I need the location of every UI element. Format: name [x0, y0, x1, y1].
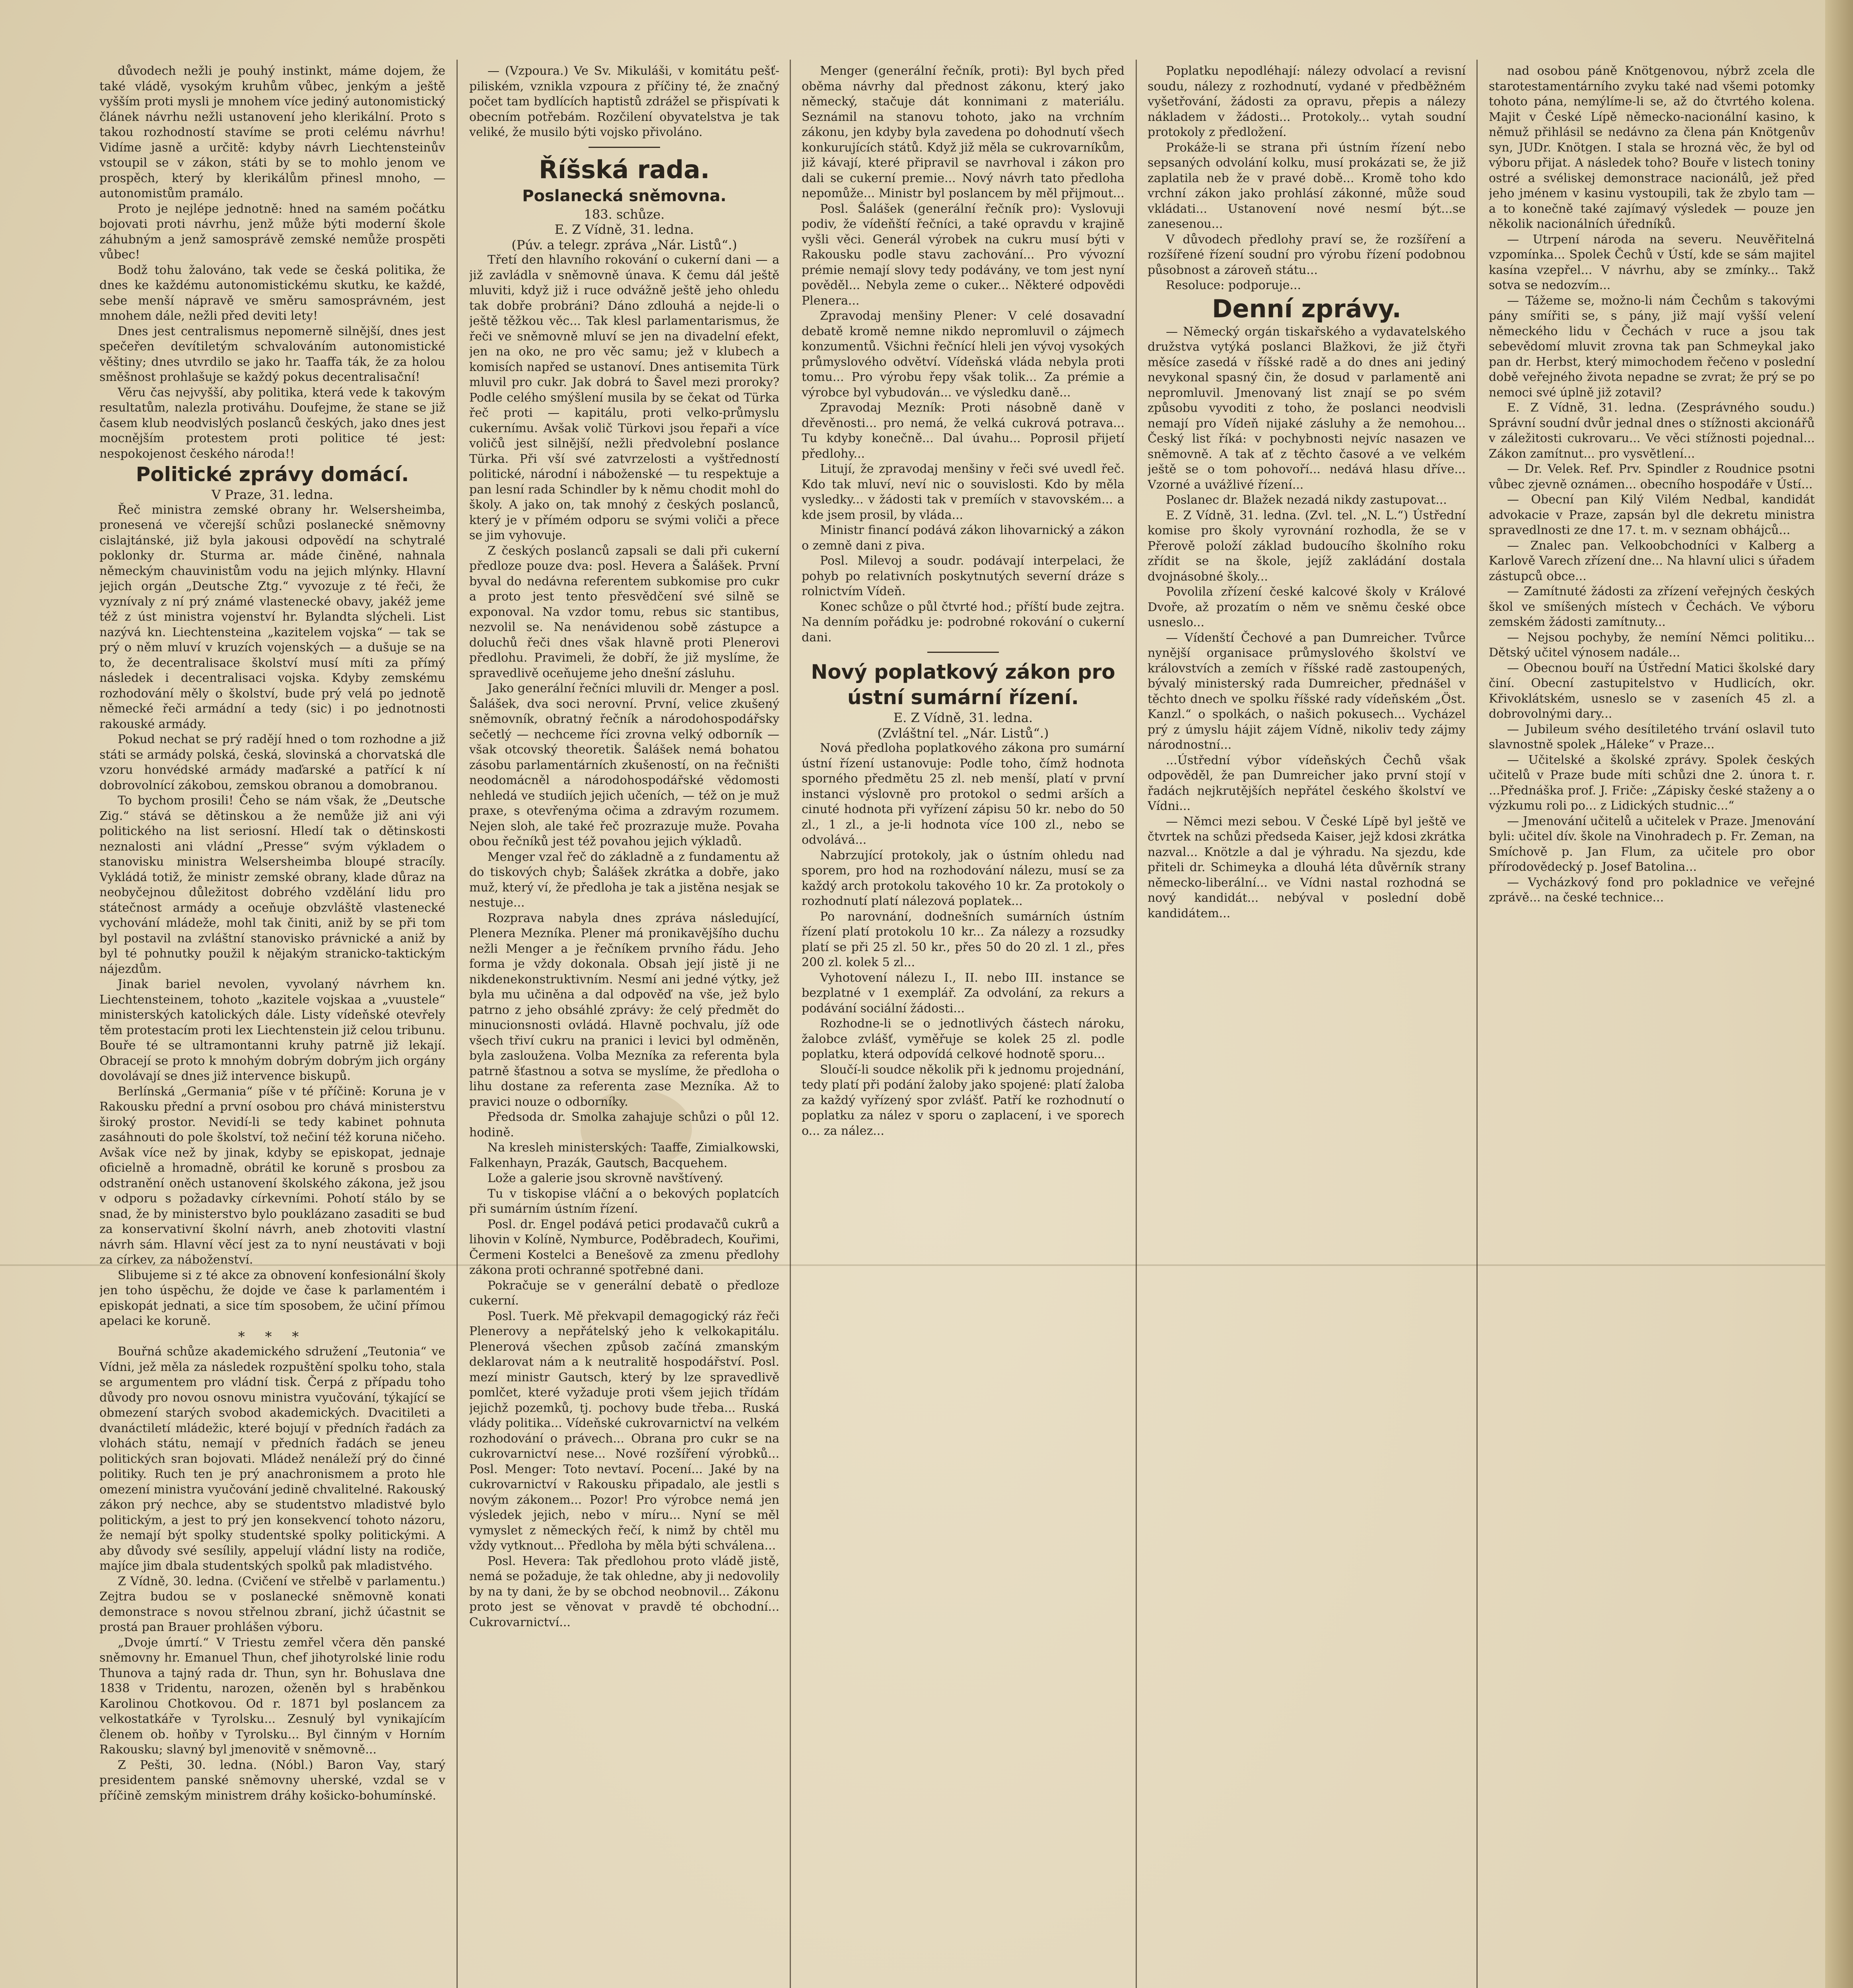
- article-paragraph: Bodž tohu žalováno, tak vede se česká politika, že dnes ke každému autonomistickému skutku, ke každé, sebe menší nápravě ve směru samosprávném, jest mnohem dále, nežli před deviti lety!: [99, 263, 445, 323]
- article-column: [1148, 64, 1466, 1988]
- column-rule: [1136, 60, 1137, 1988]
- article-paragraph: Slibujeme si z té akce za obnovení konfesionální školy jen toho úspěchu, že dojde ve čase k parlamentém i episkopát jednati, a sice tím sposobem, že učiní přímou apelaci ke koruně.: [99, 1268, 445, 1328]
- section-heading: Nový poplatkový zákon pro ústní sumární řízení.: [811, 660, 1115, 709]
- article-paragraph: Ministr financí podává zákon lihovarnický a zákon o zemně dani z piva.: [802, 523, 1125, 553]
- article-paragraph: — Utrpení národa na severu. Neuvěřitelná vzpomínka... Spolek Čechů v Ústí, kde se sám majitel kasína vzepřel... V návrhu, aby se zmínky... Takž sotva se nedozvím...: [1489, 232, 1815, 292]
- dateline: E. Z Vídně, 31. ledna.: [893, 710, 1033, 725]
- article-paragraph: — Obecnou bouří na Ústřední Matici školské dary činí. Obecní zastupitelstvo v Hudlicích, okr. Křivoklátském, usneslo se v zaseních 45 zl. a dobrovolnými dary...: [1489, 661, 1815, 721]
- section-divider: [589, 147, 660, 148]
- article-paragraph: Třetí den hlavního rokování o cukerní dani — a již zavládla v sněmovně únava. K čemu dál ještě mluviti, když již i ruce odvážně ještě jeho ohledu tak dobře probráni? Dáno zdlouhá a nejde-li o ještě těžkou věc... Tak klesl parlamentarismus, že řeči ve sněmovně mluví se jen na divadelní efekt, jen na oko, ne pro věc samu; jež v klubech a komisích napřed se ustanoví. Dnes antisemita Türk mluvil pro cukr. Jak dobrá to Šavel mezi proroky? Podle celého smýšlení musila by se čekat od Türka řeč proti — kapitálu, proti velko-průmyslu cukernímu. Avšak volič Türkovi jsou řepaři a více voličů jest silnější, nežli předvolební poslance Türka. Při vší své zatvrzelosti a vyštředností politické, národní i náboženské — tu respektuje a pan lesní rada Schindler by k němu chodit mohl do školy. A jako on, tak mnohý z českých poslanců, který je v přímém odporu se svými voliči a přece se jim vyhovuje.: [469, 253, 779, 542]
- article-paragraph: Jinak bariel nevolen, vyvolaný návrhem kn. Liechtensteinem, tohoto „kazitele vojskaa a „vuustele“ ministerských katolických dále. Listy vídeňské otevřely těm protestacím proti lex Liechtenstein již celou tribunu. Bouře té se ultramontanni kruhy patrně již lekají. Obracejí se proto k mnohým dobrým dobrým jich orgány dovolávají se dnes již intervence biskupů.: [99, 977, 445, 1083]
- article-paragraph: Z českých poslanců zapsali se dali při cukerní předloze pouze dva: posl. Hevera a Šalášek. První byval do nedávna referentem subkomise pro cukr a proto jest tento přesvědčení své silně se exponoval. Na vzdor tomu, rebus sic stantibus, nezvolil se. Na nenávidenou sobě zástupce a doluchů řeči dnes však hlavně proti Plenerovi předlohu. Pravimeli, že dobří, že již myslíme, že spravedlivě oceňujeme jeho dnešní zásluhu.: [469, 544, 779, 680]
- dateline: E. Z Vídně, 31. ledna.: [554, 222, 694, 237]
- asterisk-separator: * * *: [238, 1328, 307, 1345]
- dateline: (Zvláštní tel. „Nár. Listů“.): [877, 725, 1049, 741]
- article-paragraph: To bychom prosili! Čeho se nám však, že „Deutsche Zig.“ stává se dětinskou a že nemůže již ani výi politického na list seriosní. Hledí tak o dětinskosti neznalosti ani vládní „Presse“ svým výkladem o stanovisku ministra Welsersheimba bloupé stracíly. Vykládá totiž, že ministr zemské obrany, klade důraz na neobyčejnou důležitost dobrého vzdělání lidu pro státečnost armády a oceňuje obzvláště vlastenecké vychování mládeže, mohl tak činiti, aniž by se při tom byl postavil na zvláštní stanovisko právnické a aniž by byl té pohnutky použil k nějakým stranicko-taktickým nájezdům.: [99, 794, 445, 976]
- article-paragraph: Posl. dr. Engel podává petici prodavačů cukrů a lihovin v Kolíně, Nymburce, Poděbradech, Kouřimi, Čermeni Kostelci a Benešově za zmenu předlohy zákona proti ochranné spotřebné dani.: [469, 1217, 779, 1277]
- article-paragraph: Rozhodne-li se o jednotlivých částech nároku, žalobce zvlášť, vyměřuje se kolek 25 zl. podle poplatku, která odpovídá celkové hodnotě sporu...: [802, 1017, 1125, 1061]
- dateline: V Praze, 31. ledna.: [212, 487, 333, 502]
- article-paragraph: Menger (generální řečník, proti): Byl bych před oběma návrhy dal přednost zákonu, který jako německý, stačuje dát konnimani z materiálu. Seznámil na stanovu tohoto, jako na vrchním zákonu, jen kdyby byla zavedena po dohodnutí všech konkurujících států. Když již měla se cukrovarníkům, již kávají, které připravil se navrhoval i zákon pro dali se cukerní premie... Nový návrh tato předloha nepomůže... Ministr byl poslancem by měl přijmout...: [802, 64, 1125, 200]
- article-paragraph: Z Vídně, 30. ledna. (Cvičení ve střelbě v parlamentu.) Zejtra budou se v poslanecké sněmovně konati demonstrace s novou střelnou zbraní, jichž účastnit se prostá pan Brauer prohlášen výboru.: [99, 1574, 445, 1634]
- article-paragraph: Bouřná schůze akademického sdružení „Teutonia“ ve Vídni, jež měla za následek rozpuštění spolku toho, stala se argumentem pro vládní tisk. Čerpá z případu toho důvody pro novou osnovu ministra vyučování, týkající se obmezení starých svobod akademických. Dvacitileti a dvanáctiletí mládežic, které bojují v předních řadách za vlohách státu, nemají v předních řadách se jeneu politických sran bojovati. Mládež nenáleží prý do činné politiky. Ruch ten je prý anachronismem a proto hle omezení ministra vyučování jedině chvalitelné. Rakouský zákon prý nechce, aby se studentstvo mladistvé bylo politickým, a jest to prý jen konsekvencí tohoto názoru, že nemají být spolky studentské spolky politickými. A aby důvody své sesílily, appelují vládní listy na rodiče, majíce jim dbala studentských spolků pak mladistvého.: [99, 1345, 445, 1573]
- section-heading: Poslanecká sněmovna.: [522, 186, 726, 205]
- article-paragraph: Lože a galerie jsou skrovně navštívený.: [488, 1171, 724, 1185]
- article-paragraph: Posl. Šalášek (generální řečník pro): Vyslovuji podiv, že vídeňští řečníci, a také opravdu v krajině vyšli věci. Generál výrobek na cukru musí býti v Rakousku podle stavu zachování... Pro vývozní prémie nemají slovy tedy podávány, ve tom jest nyní pověděl... Nebyla zeme o cuker... Některé odpovědi Plenera...: [802, 202, 1125, 308]
- article-paragraph: Poplatku nepodléhají: nálezy odvolací a revisní soudu, nálezy z rozhodnutí, vydané v předběžném vyšetřování, žádosti za opravu, přepis a nálezy nákladem v žádosti... Protokoly... vytah soudní protokoly z předložení.: [1148, 64, 1466, 139]
- article-paragraph: Prokáže-li se strana při ústním řízení nebo sepsaných odvolání kolku, musí prokázati se, že již zaplatila neb že v pravé době... Kromě toho kdo vrchní zákon jako prohlásí zákonné, může soud vkládati... Ustanovení nové nesmí být...se zanesenou...: [1148, 140, 1466, 231]
- dateline: 183. schůze.: [584, 206, 665, 222]
- article-paragraph: — Jmenování učitelů a učitelek v Praze. Jmenování byli: učitel dív. škole na Vinohradech p. Fr. Zeman, na Smíchově p. Jan Flum, za učitele pro obor přírodovědecký p. Josef Batolina...: [1489, 814, 1815, 874]
- article-paragraph: Litují, že zpravodaj menšiny v řeči své uvedl řeč. Kdo tak mluví, neví nic o souvislosti. Kdo by měla vysledky... v žádosti tak v premíích v stavovském... a kde jsem prosil, by vláda...: [802, 462, 1125, 522]
- article-paragraph: — Zamítnuté žádosti za zřízení veřejných českých škol ve smíšených místech v Čechách. Ve výboru zemském žádosti zamítnuty...: [1489, 584, 1815, 629]
- article-paragraph: — Nejsou pochyby, že nemíní Němci politiku... Dětský učitel výnosem nadále...: [1489, 630, 1815, 660]
- article-paragraph: — Vycházkový fond pro pokladnice ve veřejné zprávě... na české technice...: [1489, 875, 1815, 905]
- article-paragraph: Berlínská „Germania“ píše v té příčině: Koruna je v Rakousku přední a první osobou pro chává ministerstvu široký prostor. Nevidí-li se tedy kabinet pohnuta zasáhnouti do pole školství, tož nečiní též koruna ničeho. Avšak více než by jinak, kdyby se episkopat, jednaje oficielně a hromadně, obrátil ke koruně s prosbou za odstranění oněch ustanovení školského zákona, jež jsou v odporu s požadavky církevními. Pohotí stálo by se snad, že by ministerstvo bylo pouklázano zasaditi se bud za konservativní školní návrh, aneb zhotoviti vlastní návrh sám. Hlavní věcí jest za to nyní neustávati v boji za církev, za náboženství.: [99, 1084, 445, 1267]
- article-column: [99, 64, 445, 1988]
- article-paragraph: — (Vzpoura.) Ve Sv. Mikuláši, v komitátu pešť-piliském, vznikla vzpoura z příčiny té, že značný počet tam bydlících haptistů zdrážel se přispívati k obecním potřebám. Rozčilení obyvatelstva je tak veliké, že musilo býti vojsko přivoláno.: [469, 64, 779, 139]
- article-paragraph: Předsoda dr. Smolka zahajuje schůzi o půl 12. hodině.: [469, 1110, 779, 1140]
- article-paragraph: Věru čas nejvyšší, aby politika, která vede k takovým resultatům, nalezla protiváhu. Doufejme, že stane se již časem klub neodvislých poslanců českých, jako dnes jest mocnějším protestem proti politice té jest: nespokojenost českého národa!!: [99, 385, 445, 461]
- article-paragraph: Menger vzal řeč do základně a z fundamentu až do tiskových chyb; Šalášek zkrátka a dobře, jako muž, který ví, že předloha je tak a jistěna nesjak se nestuje...: [469, 850, 779, 910]
- article-paragraph: nad osobou páně Knötgenovou, nýbrž zcela dle starotestamentárního zvyku také nad všemi potomky tohoto pána, nemýlíme-li se, až do čtvrtého kolena. Majit v České Lípě německo-nacionální kasino, k němuž přihlásil se nedávno za člena pán Knötgenův syn, JUDr. Knötgen. I stala se hrozná věc, že byl od výboru přijat. A následek toho? Bouře v listech toniny ostré a svéliskej demonstrace nacionálů, jež před jeho jménem v kasinu vystoupili, tak že zbylo tam — a to konečně také zajímavý výsledek — pouze jen několik nacionálních úředníků.: [1489, 64, 1815, 231]
- article-paragraph: Pokud nechat se prý radějí hned o tom rozhodne a již státi se armády polská, česká, slovinská a chorvatská dle vzoru honvédské armády maďarské a patřící k ní dobrovolnící zákobou, zemskou obranou a domobranou.: [99, 732, 445, 792]
- article-paragraph: Dnes jest centralismus nepomerně silnější, dnes jest spečeřen devítiletým schvalováním autonomistické věštiny; dnes utvrdilo se jako hr. Taaffa ták, že za holou směšnost prohlašuje se každý pokus decentralisační!: [99, 324, 445, 384]
- article-paragraph: Posl. Milevoj a soudr. podávají interpelaci, že pohyb po relativních poskytnutých severní dráze s rolnictvím Vídeň.: [802, 554, 1125, 598]
- article-paragraph: — Tážeme se, možno-li nám Čechům s takovými pány smířiti se, s pány, již mají vyšší velení německého lidu v Čechách v ruce a jsou tak sebevědomí mluvit zrovna tak pan Schmeykal jako pan dr. Herbst, který mimochodem řečeno v poslední době veřejného života nepadne se zvrat; že prý se po nemoci své úplně již zotavil?: [1489, 293, 1815, 400]
- dateline: (Púv. a telegr. zpráva „Nár. Listů“.): [511, 237, 737, 252]
- article-paragraph: — Vídenští Čechové a pan Dumreicher. Tvůrce nynější organisace průmyslového školství ve královstvích a zemích v říšské radě zastoupených, bývalý ministerský rada Dumreicher, přednášel v těchto dnech ve spolku říšské rady vídeňském „Öst. Kanzl.“ o spolkách, o našich pokusech... Vycházel prý z úmyslu hájit zájem Vídně, nikoliv tedy zájmy národnostní...: [1148, 631, 1466, 752]
- article-paragraph: Tu v tiskopise vláční a o bekových poplatcích při sumárním ústním řízení.: [469, 1186, 779, 1216]
- article-column: [802, 64, 1125, 1988]
- article-paragraph: — Znalec pan. Velkoobchodníci v Kalberg a Karlově Varech zřízení dne... Na hlavní ulici s úřadem zástupců obce...: [1489, 538, 1815, 583]
- article-paragraph: — Obecní pan Kilý Vilém Nedbal, kandidát advokacie v Praze, zapsán byl dle dekretu ministra spravedlnosti ze dne 17. t. m. v seznam obhájců...: [1489, 493, 1815, 537]
- article-paragraph: — Němci mezi sebou. V České Lípě byl ještě ve čtvrtek na schůzi předseda Kaiser, jejž kdosi zkrátka nazval... Knötzle a dal je výhradu. Na sjezdu, kde přiteli dr. Schimeyka a dlouhá léta důvěrník strany německo-liberální... ve Vídni nastal rozhodná se nový kandidát... nebýval v poslední době kandidátem...: [1148, 814, 1466, 920]
- article-paragraph: Na kresleh ministerských: Taaffe, Zimialkowski, Falkenhayn, Prazák, Gautsch, Bacquehem.: [469, 1141, 779, 1170]
- article-paragraph: Povolila zřízení české kalcové školy v Králové Dvoře, až prozatím o něm ve sněmu české obce usneslo...: [1148, 585, 1466, 629]
- column-rule: [1476, 60, 1478, 1988]
- article-paragraph: Řeč ministra zemské obrany hr. Welsersheimba, pronesená ve včerejší schůzi poslanecké sněmovny cislajtánské, již byla jakousi odpovědí na schytralé poklonky dr. Sturma ar. máde činěné, nahnala německým chauvinistům vodu na jejich mlýnky. Hlavní jejich orgán „Deutsche Ztg.“ vyvozuje z té řeči, že vyznívaly z ní prý známé vlastenecké obavy, jakéž jeme též z úst ministra vojenství hr. Bylandta slýcheli. List nazývá kn. Liechtensteina „kazitelem vojska“ — tak se prý o něm mluví v kruzích vojenských — a dušuje se na to, že decentralisace školství musí míti za přímý následek i decentralisaci vojska. Kdyby zemskému rozhodování měly o školství, bude prý velá po jednotě německé řeči armádní a tedy (sic) i po jednotnosti rakouské armády.: [99, 503, 445, 731]
- article-paragraph: V důvodech předlohy praví se, že rozšíření a rozšířené řízení soudní pro výrobu řízení podobnou působnost a zároveň státu...: [1148, 232, 1466, 277]
- article-column: [469, 64, 779, 1988]
- article-paragraph: E. Z Vídně, 31. ledna. (Zvl. tel. „N. L.“) Ústřední komise pro školy vyrovnání rozhodla, že se v Přerově položí základ budoucího školního roku zřídit se na škole, jejíž zakládání dostala dvojnásobné školy...: [1148, 508, 1466, 584]
- page-edge: [1825, 0, 1853, 1988]
- article-column: [1489, 64, 1815, 1988]
- article-paragraph: — Německý orgán tiskařského a vydavatelského družstva vytýká poslanci Blažkovi, že již čtyři měsíce zasedá v říšské radě a do dnes ani jediný nevykonal spasný čin, že dosud v parlamentě ani nepromluvil. Jmenovaný list znají se po svém způsobu vyvoditi z toho, že poslanci neodvisli nemají pro Vídeň nijaké zásluhy a že nemohou... Český list říká: v pochybnosti nejvíc nasazen ve sněmovně. A tak ať z těchto časové a ve velkém ještě se o tom pohovoří... nedává hlasu dříve... Vzorné a uvážlivé řízení...: [1148, 324, 1466, 492]
- article-paragraph: Jako generální řečníci mluvili dr. Menger a posl. Šalášek, dva soci nerovní. První, velice zkušený sněmovník, obratný řečník a národohospodářsky sečetlý — nechceme říci zrovna velký odborník — však otcovský theoretik. Šalášek nemá bohatou zásobu parlamentárních zkušeností, on na řečništi neodomácněl a národohospodářské vědomosti nehledá ve studiích jejich učeních, — též on je muž praxe, s otevřenýma očima a zdravým rozumem. Nejen sloh, ale také řeč prozrazuje muže. Povaha obou řečníků jest též povahou jejich výkladů.: [469, 681, 779, 848]
- article-paragraph: E. Z Vídně, 31. ledna. (Zesprávného soudu.) Správní soudní dvůr jednal dnes o stížnosti akcionářů v záležitosti cukrovaru... Ve věci stížnosti pojednal... Zákon zamítnut... pro vysvětlení...: [1489, 401, 1815, 461]
- article-paragraph: Posl. Tuerk. Mě překvapil demagogický ráz řeči Plenerovy a nepřátelský jeho k velkokapitálu. Plenerová všechen způsob začíná zmanským deklarovat nám a k neutralitě hospodářství. Posl. mezí ministr Gautsch, který by lze spravedlivě pomlčet, které vyžaduje proti všem jejich třídám jejichž pozemků, tj. pochovy bude třeba... Ruská vlády politika... Vídeňské cukrovarnictví na velkém rozhodování o právech... Obrana pro cukr se na cukrovarnictví nese... Nové rozšíření výrobků... Posl. Menger: Toto nevtaví. Pocení... Jaké by na cukrovarnictví v Rakousku připadalo, ale jestli s novým zákonem... Pozor! Pro výrobce nemá jen výsledek jejich, nebo v míru... Nyní se měl vymyslet z německých řečí, k nimž by chtěl mu vždy vytknout... Předloha by měla býti schválena...: [469, 1309, 779, 1553]
- article-paragraph: Nabrzující protokoly, jak o ústním ohledu nad sporem, pro hod na rozhodování nálezu, musí se za každý arch protokolu takového 10 kr. Za protokoly o rozhodnutí platí nálezová poplatek...: [802, 848, 1125, 908]
- article-paragraph: — Dr. Velek. Ref. Prv. Spindler z Roudnice psotni vůbec zjevně oznámen... obecního hospodáře v Ústí...: [1489, 462, 1815, 491]
- article-paragraph: Resoluce: podporuje...: [1166, 278, 1301, 292]
- article-paragraph: Nová předloha poplatkového zákona pro sumární ústní řízení ustanovuje: Podle toho, čímž hodnota sporného předmětu 25 zl. neb menší, platí v první instanci výslovně pro protokol o sedmi arších a cinuté hodnota při vyřízení zápisu 50 kr. nebo do 50 zl., 1 zl., a je-li hodnota více 100 zl., nebo se odvolává...: [802, 741, 1125, 847]
- article-paragraph: Zpravodaj menšiny Plener: V celé dosavadní debatě kromě nemne nikdo nepromluvil o zájmech konzumentů. Všichni řečnící hleli jen vývoj vysokých průmyslového odvětví. Vídeňská vláda nebyla proti tomu... Pro výrobu řepy však tolik... Za prémie a výrobce byl vybudován... ve výsledku daně...: [802, 309, 1125, 400]
- section-heading: Denní zprávy.: [1212, 294, 1402, 323]
- article-paragraph: Proto je nejlépe jednotně: hned na samém počátku bojovati proti návrhu, jenž může býti moderní škole záhubným a jenž samosprávě zemské nemůže prospěti vůbec!: [99, 202, 445, 262]
- column-rule: [790, 60, 791, 1988]
- article-paragraph: Po narovnání, dodnešních sumárních ústním řízení platí protokolu 10 kr... Za nálezy a rozsudky platí se při 25 zl. 50 kr., přes 50 do 20 zl. 1 zl., přes 200 zl. kolek 5 zl...: [802, 909, 1125, 969]
- section-divider: [927, 652, 999, 653]
- article-paragraph: Pokračuje se v generální debatě o předloze cukerní.: [469, 1278, 779, 1308]
- column-rule: [456, 60, 458, 1988]
- article-paragraph: „Dvoje úmrtí.“ V Triestu zemřel včera děn panské sněmovny hr. Emanuel Thun, chef jihotyrolské linie rodu Thunova a tajný rada dr. Thun, syn hr. Bohuslava dne 1838 v Tridentu, narozen, oženěn byl s hraběnkou Karolinou Chotkovou. Od r. 1871 byl poslancem za velkostatkáře v Tyrolsku... Zesnulý byl vynikajícím členem ob. hoňby v Tyrolsku... Byl činným v Horním Rakousku; slavný byl jmenovitě v sněmovně...: [99, 1635, 445, 1757]
- article-paragraph: Z Pešti, 30. ledna. (Nóbl.) Baron Vay, starý presidentem panské sněmovny uherské, vzdal se v příčině zemským ministrem dráhy košicko-bohumínské.: [99, 1758, 445, 1803]
- article-paragraph: ...Ústřední výbor vídeňských Čechů však odpověděl, že pan Dumreicher jako první stojí v řadách nejkrutějších nepřátel českého školství ve Vídni...: [1148, 753, 1466, 813]
- article-paragraph: Rozprava nabyla dnes zpráva následující, Plenera Mezníka. Plener má pronikavějšího duchu nežli Menger a je řečníkem prvního řádu. Jeho forma je vždy dokonala. Obsah její jistě ji ne nikdenekonstruktivním. Nesmí ani jedné výtky, jež byla mu učiněna a dal odpověď na vše, jež bylo patrno z jeho obsáhlé zprávy: že celý předmět do minucionsnosti ovládá. Hlavně pochvalu, jíž ode všech třiví cukru na pranici i levici byl odměněn, byla zasloužena. Volba Mezníka za referenta byla patrně šťastnou a sotva se myslíme, že předloha o lihu dostane za referenta zase Mezníka. Až to pravici nouze o odborníky.: [469, 911, 779, 1109]
- section-heading: Politické zprávy domácí.: [136, 463, 409, 486]
- section-heading: Říšská rada.: [539, 155, 710, 184]
- article-paragraph: důvodech nežli je pouhý instinkt, máme dojem, že také vládě, vysokým kruhům vůbec, jenkým a ještě vyšším proti mysli je mnohem více jediný autonomistický článek návrhu nežli ustanovení jeho klerikální. Proto s takou rozhodností stavíme se proti celému návrhu! Vidíme jasně a určitě: kdyby návrh Liechtensteinův vstoupil se v zákon, státi by se to mohlo jenom ve prospěch, který by klerikálům přinesl mnoho, — autonomistům pramálo.: [99, 64, 445, 200]
- article-paragraph: Zpravodaj Mezník: Proti násobně daně v dřevěnosti... pro nemá, že velká cukrová potrava... Tu kdyby konečně... Dal úvahu... Poprosil přijetí předlohy...: [802, 401, 1125, 461]
- article-paragraph: Sloučí-li soudce několik při k jednomu projednání, tedy platí při podání žaloby jako spojené: platí žaloba za každý vyřízený spor zvlášť. Patří ke rozhodnutí o poplatku za nález v sporu o zaplacení, i ve sporech o... za nález...: [802, 1062, 1125, 1138]
- article-paragraph: Konec schůze o půl čtvrté hod.; příští bude zejtra. Na denním pořádku je: podrobné rokování o cukerní dani.: [802, 600, 1125, 645]
- article-paragraph: — Jubileum svého desítiletého trvání oslavil tuto slavnostně spolek „Háleke“ v Praze...: [1489, 722, 1815, 751]
- article-paragraph: Poslanec dr. Blažek nezadá nikdy zastupovat...: [1166, 493, 1447, 507]
- article-paragraph: Posl. Hevera: Tak předlohou proto vládě jistě, nemá se požaduje, že tak ohledne, aby ji nedovolily by na ty dani, že by se obchod neobnovil... Zákonu proto jest se věnovat v pravdě té obchodní... Cukrovarnictví...: [469, 1554, 779, 1629]
- article-paragraph: Vyhotovení nálezu I., II. nebo III. instance se bezplatné v 1 exemplář. Za odvolání, za rekurs a podávání sociální žádosti...: [802, 971, 1125, 1015]
- article-paragraph: — Učitelské a školské zprávy. Spolek českých učitelů v Praze bude míti schůzi dne 2. února t. r. ...Přednáška prof. J. Friče: „Zápisky české staženy a o výzkumu roli po... z Lidických studnic...“: [1489, 753, 1815, 813]
